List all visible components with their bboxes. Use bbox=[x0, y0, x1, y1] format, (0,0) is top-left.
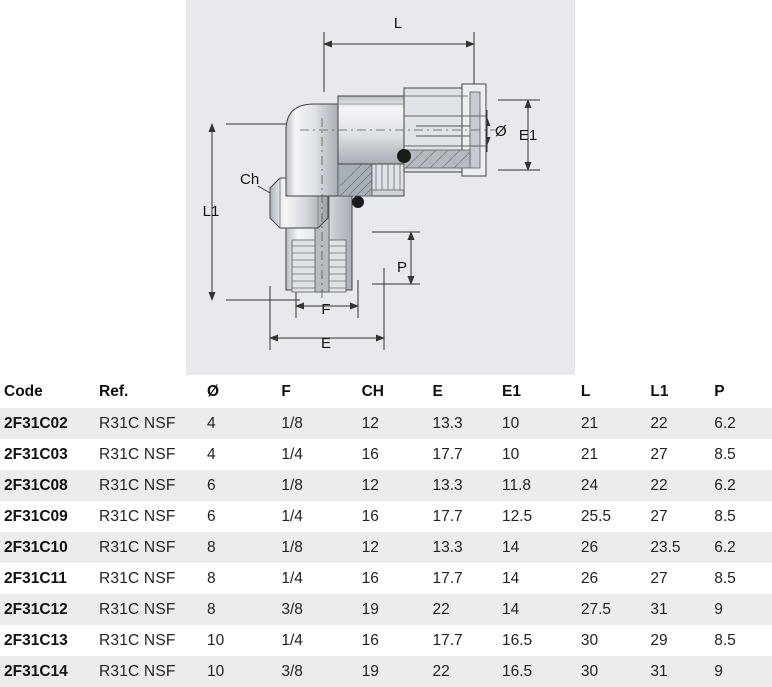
cell-diameter: 8 bbox=[206, 569, 216, 587]
cell-code: 2F31C02 bbox=[4, 414, 68, 432]
cell-diameter: 4 bbox=[206, 414, 216, 432]
cell-diameter: 8 bbox=[206, 538, 216, 556]
dimension-label-Ch: Ch bbox=[240, 171, 260, 188]
cell-e: 17.7 bbox=[432, 631, 463, 649]
cell-l: 21 bbox=[580, 414, 599, 432]
cell-e1: 16.5 bbox=[501, 662, 533, 680]
cell-l: 26 bbox=[580, 538, 599, 556]
cell-l1: 22 bbox=[650, 414, 668, 432]
cell-f: 1/8 bbox=[281, 476, 303, 494]
cell-ref: R31C NSF bbox=[99, 476, 176, 494]
cell-l: 26 bbox=[580, 569, 599, 587]
cell-ch: 16 bbox=[361, 631, 379, 649]
cell-diameter: 10 bbox=[206, 662, 225, 680]
cell-ch: 19 bbox=[361, 600, 379, 618]
cell-l: 30 bbox=[580, 631, 599, 649]
cell-ref: R31C NSF bbox=[99, 569, 176, 587]
cell-p: 6.2 bbox=[714, 476, 736, 494]
cell-e1: 14 bbox=[501, 569, 520, 587]
cell-code: 2F31C12 bbox=[4, 600, 68, 618]
cell-p: 8.5 bbox=[714, 569, 736, 587]
cell-ch: 19 bbox=[361, 662, 379, 680]
specification-table bbox=[0, 375, 772, 687]
cell-p: 6.2 bbox=[714, 414, 736, 432]
cell-e: 17.7 bbox=[432, 507, 463, 525]
dimension-label-E1: E1 bbox=[518, 127, 538, 144]
cell-l1: 22 bbox=[650, 476, 668, 494]
cell-e: 13.3 bbox=[432, 538, 463, 556]
column-header-l1: L1 bbox=[650, 382, 669, 400]
cell-code: 2F31C10 bbox=[4, 538, 68, 556]
cell-diameter: 6 bbox=[206, 507, 216, 525]
table-row bbox=[0, 470, 772, 501]
cell-e1: 12.5 bbox=[501, 507, 533, 525]
column-header-e: E bbox=[432, 382, 443, 400]
cell-e1: 10 bbox=[501, 414, 520, 432]
cell-ref: R31C NSF bbox=[99, 414, 176, 432]
cell-e1: 11.8 bbox=[501, 476, 532, 494]
cell-f: 1/4 bbox=[281, 445, 303, 463]
dimension-label-F: F bbox=[321, 301, 331, 318]
column-header-ref: Ref. bbox=[99, 382, 129, 400]
cell-l: 21 bbox=[580, 445, 599, 463]
table-body bbox=[0, 408, 772, 687]
table-row bbox=[0, 625, 772, 656]
cell-f: 3/8 bbox=[281, 600, 303, 618]
diameter-label: Ø bbox=[495, 123, 507, 140]
cell-ref: R31C NSF bbox=[99, 631, 176, 649]
cell-e: 13.3 bbox=[432, 476, 463, 494]
cell-ch: 16 bbox=[361, 569, 379, 587]
cell-e: 13.3 bbox=[432, 414, 463, 432]
cell-ch: 12 bbox=[361, 538, 379, 556]
cell-e1: 14 bbox=[501, 600, 520, 618]
cell-p: 6.2 bbox=[714, 538, 736, 556]
cell-ch: 12 bbox=[361, 414, 379, 432]
dimension-label-P: P bbox=[396, 259, 407, 276]
cell-ref: R31C NSF bbox=[99, 507, 176, 525]
cell-code: 2F31C14 bbox=[4, 662, 68, 680]
cell-l1: 23.5 bbox=[650, 538, 681, 556]
cell-p: 9 bbox=[714, 600, 723, 618]
cell-e: 22 bbox=[432, 600, 450, 618]
column-header-ch: CH bbox=[361, 382, 384, 400]
cell-p: 8.5 bbox=[714, 631, 736, 649]
cell-code: 2F31C03 bbox=[4, 445, 68, 463]
cell-code: 2F31C11 bbox=[4, 569, 67, 587]
cell-ch: 16 bbox=[361, 445, 379, 463]
column-header-f: F bbox=[281, 382, 291, 400]
cell-l1: 31 bbox=[650, 600, 668, 618]
dimension-label-E: E bbox=[320, 335, 332, 352]
cell-l1: 29 bbox=[650, 631, 668, 649]
cell-code: 2F31C09 bbox=[4, 507, 68, 525]
cell-f: 3/8 bbox=[281, 662, 303, 680]
table-header-row bbox=[0, 375, 772, 408]
column-header-p: P bbox=[714, 382, 725, 400]
cell-diameter: 10 bbox=[206, 631, 225, 649]
cell-l: 27.5 bbox=[580, 600, 612, 618]
cell-f: 1/8 bbox=[281, 414, 303, 432]
cell-code: 2F31C13 bbox=[4, 631, 68, 649]
dimension-label-L1: L1 bbox=[202, 203, 220, 220]
cell-l1: 27 bbox=[650, 445, 668, 463]
cell-ch: 12 bbox=[361, 476, 379, 494]
cell-e: 17.7 bbox=[432, 445, 463, 463]
cell-ref: R31C NSF bbox=[99, 662, 176, 680]
cell-l: 30 bbox=[580, 662, 599, 680]
cell-e: 22 bbox=[432, 662, 450, 680]
table-row bbox=[0, 439, 772, 470]
cell-diameter: 4 bbox=[206, 445, 216, 463]
column-header-l: L bbox=[580, 382, 591, 400]
cell-f: 1/4 bbox=[281, 507, 303, 525]
cell-l: 25.5 bbox=[580, 507, 612, 525]
cell-l1: 27 bbox=[650, 569, 668, 587]
cell-l1: 31 bbox=[650, 662, 668, 680]
table-row bbox=[0, 656, 772, 687]
cell-e1: 16.5 bbox=[501, 631, 533, 649]
column-header-diameter: Ø bbox=[206, 382, 220, 400]
table-row bbox=[0, 501, 772, 532]
cell-ref: R31C NSF bbox=[99, 538, 176, 556]
dimension-label-L: L bbox=[393, 15, 403, 32]
cell-l: 24 bbox=[580, 476, 599, 494]
cell-code: 2F31C08 bbox=[4, 476, 68, 494]
table-row bbox=[0, 563, 772, 594]
cell-p: 9 bbox=[714, 662, 723, 680]
cell-p: 8.5 bbox=[714, 507, 736, 525]
cell-l1: 27 bbox=[650, 507, 668, 525]
cell-f: 1/4 bbox=[281, 569, 303, 587]
table-row bbox=[0, 408, 772, 439]
table-row bbox=[0, 532, 772, 563]
table-row bbox=[0, 594, 772, 625]
cell-p: 8.5 bbox=[714, 445, 736, 463]
cell-ref: R31C NSF bbox=[99, 600, 176, 618]
cell-e: 17.7 bbox=[432, 569, 463, 587]
cell-e1: 10 bbox=[501, 445, 520, 463]
cell-ref: R31C NSF bbox=[99, 445, 176, 463]
cell-diameter: 8 bbox=[206, 600, 216, 618]
cell-f: 1/4 bbox=[281, 631, 303, 649]
cell-e1: 14 bbox=[501, 538, 520, 556]
cell-f: 1/8 bbox=[281, 538, 303, 556]
column-header-code: Code bbox=[4, 382, 43, 400]
cell-ch: 16 bbox=[361, 507, 379, 525]
cell-diameter: 6 bbox=[206, 476, 216, 494]
column-header-e1: E1 bbox=[501, 382, 521, 400]
